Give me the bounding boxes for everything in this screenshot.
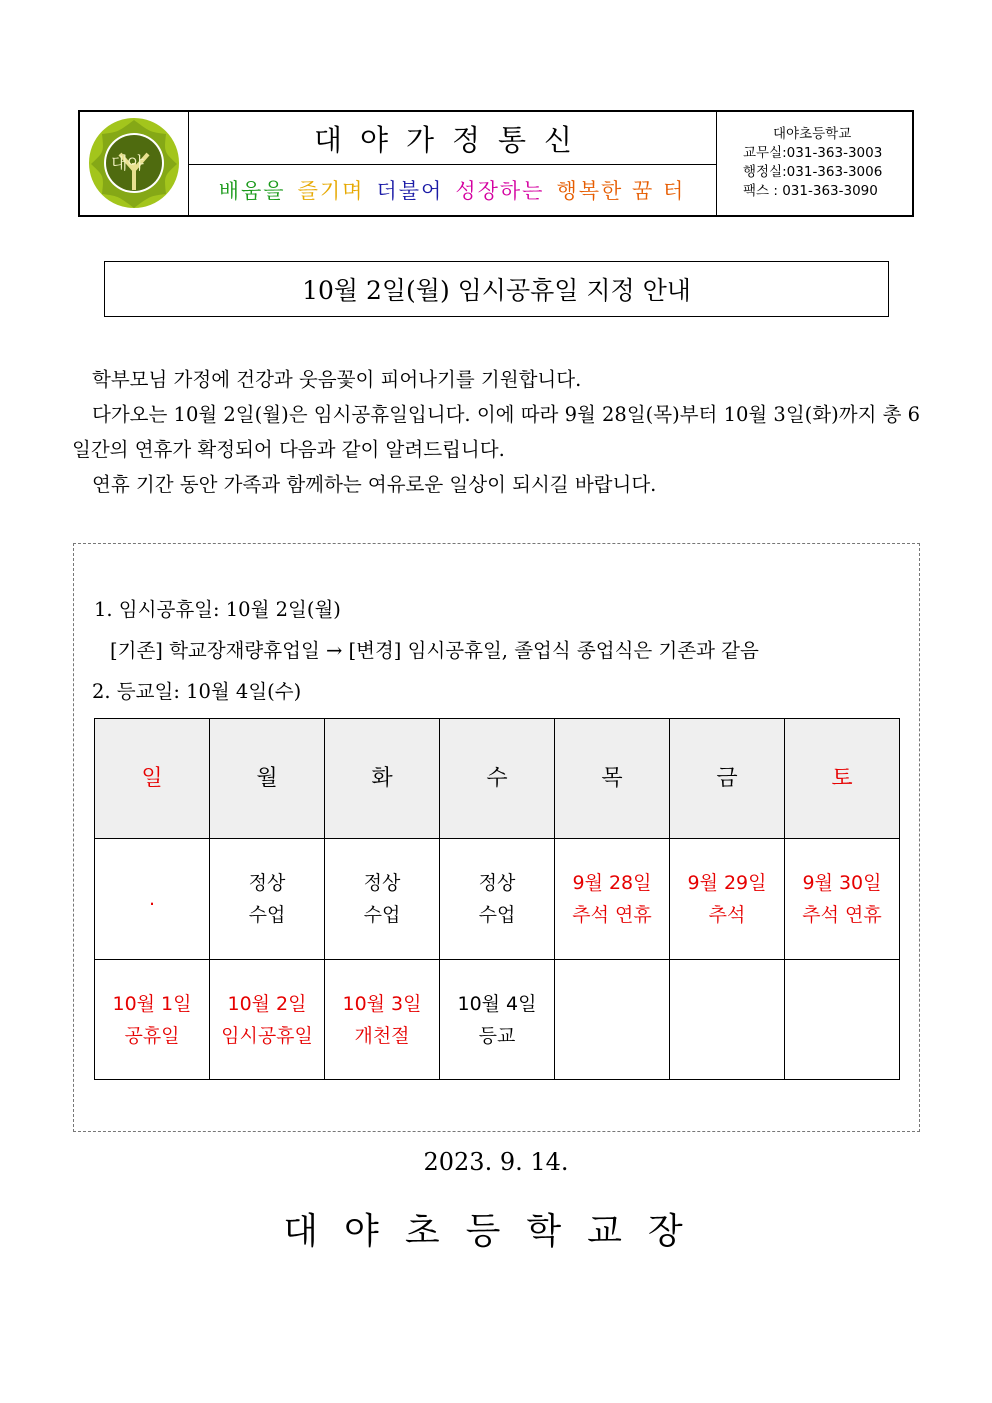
calendar-week-1: [95, 839, 900, 960]
admin-phone: 행정실:031-363-3006: [743, 164, 883, 180]
calendar-cell: [555, 839, 670, 960]
calendar-cell: [325, 839, 440, 960]
weekday-thu: 목: [555, 719, 670, 839]
cell-line: 정상: [363, 872, 401, 894]
cell-line: 수업: [478, 904, 516, 926]
announcement-line: 다가오는 10월 2일(월)은 임시공휴일입니다. 이에 따라 9월 28일(목)부터 10월 3일(화)까지 총 6: [92, 403, 921, 426]
cell-line: 10월 1일: [112, 992, 192, 1015]
holiday-item: 1. 임시공휴일: 10월 2일(월): [94, 598, 341, 621]
cell-line: 9월 30일: [802, 872, 882, 894]
holiday-detail: [기존] 학교장재량휴업일 → [변경] 임시공휴일, 졸업식 종업식은 기존과 같음: [110, 639, 759, 662]
calendar-cell: [785, 960, 900, 1080]
calendar-cell: [555, 960, 670, 1080]
cell-line: 10월 4일: [457, 992, 537, 1015]
cell-line: 수업: [248, 904, 286, 926]
closing-line: 연휴 기간 동안 가족과 함께하는 여유로운 일상이 되시길 바랍니다.: [92, 473, 657, 496]
calendar-cell: [95, 839, 210, 960]
calendar-cell: [785, 839, 900, 960]
school-contact: [716, 112, 912, 215]
motto-word: 더불어: [376, 178, 444, 203]
cell-line: 10월 3일: [342, 992, 422, 1015]
cell-line: .: [148, 888, 156, 910]
weekday-tue: 화: [325, 719, 440, 839]
calendar-cell: [210, 960, 325, 1080]
school-logo: [80, 112, 189, 215]
cell-line: 10월 2일: [227, 992, 307, 1015]
cell-line: 개천절: [354, 1024, 410, 1047]
calendar-cell: [325, 960, 440, 1080]
calendar-weekday-row: [95, 719, 900, 839]
notice-title: 10월 2일(월) 임시공휴일 지정 안내: [104, 261, 889, 317]
motto-word: 즐기며: [297, 178, 365, 203]
calendar-cell: [95, 960, 210, 1080]
principal-signature: 대야초등학교장: [283, 1211, 709, 1252]
cell-line: 공휴일: [124, 1024, 180, 1047]
calendar-cell: [670, 960, 785, 1080]
weekday-wed: 수: [440, 719, 555, 839]
issue-date: 2023. 9. 14.: [423, 1148, 569, 1176]
cell-line: 정상: [248, 872, 286, 894]
weekday-sat: 토: [785, 719, 900, 839]
motto-word: 행복한 꿈 터: [556, 178, 686, 203]
newsletter-title: 대야가정통신: [188, 112, 716, 165]
motto-word: 배움을: [218, 178, 286, 203]
calendar-cell: [210, 839, 325, 960]
calendar-cell: [440, 839, 555, 960]
cell-line: 등교: [478, 1024, 516, 1047]
greeting-line: 학부모님 가정에 건강과 웃음꽃이 피어나기를 기원합니다.: [92, 368, 582, 391]
cell-line: 9월 28일: [572, 872, 652, 894]
school-name: 대야초등학교: [773, 126, 852, 142]
holiday-calendar: [94, 718, 900, 1080]
weekday-mon: 월: [210, 719, 325, 839]
office-phone: 교무실:031-363-3003: [743, 145, 883, 161]
weekday-fri: 금: [670, 719, 785, 839]
newsletter-header: [78, 110, 914, 217]
cell-line: 추석: [708, 904, 746, 926]
cell-line: 수업: [363, 904, 401, 926]
calendar-cell: [440, 960, 555, 1080]
weekday-sun: 일: [95, 719, 210, 839]
school-motto: [188, 164, 716, 215]
cell-line: 추석 연휴: [572, 904, 652, 926]
school-emblem-icon: [80, 112, 188, 215]
cell-line: 추석 연휴: [802, 904, 882, 926]
intro-text: [72, 362, 924, 502]
motto-word: 성장하는: [455, 178, 545, 203]
cell-line: 9월 29일: [687, 872, 767, 894]
calendar-week-2: [95, 960, 900, 1080]
announcement-line-cont: 일간의 연휴가 확정되어 다음과 같이 알려드립니다.: [72, 438, 505, 461]
logo-text: 대야: [111, 154, 144, 174]
school-day-item: 2. 등교일: 10월 4일(수): [92, 680, 302, 703]
cell-line: 임시공휴일: [221, 1024, 313, 1047]
fax-number: 팩스 : 031-363-3090: [743, 183, 878, 199]
calendar-cell: [670, 839, 785, 960]
cell-line: 정상: [478, 872, 516, 894]
